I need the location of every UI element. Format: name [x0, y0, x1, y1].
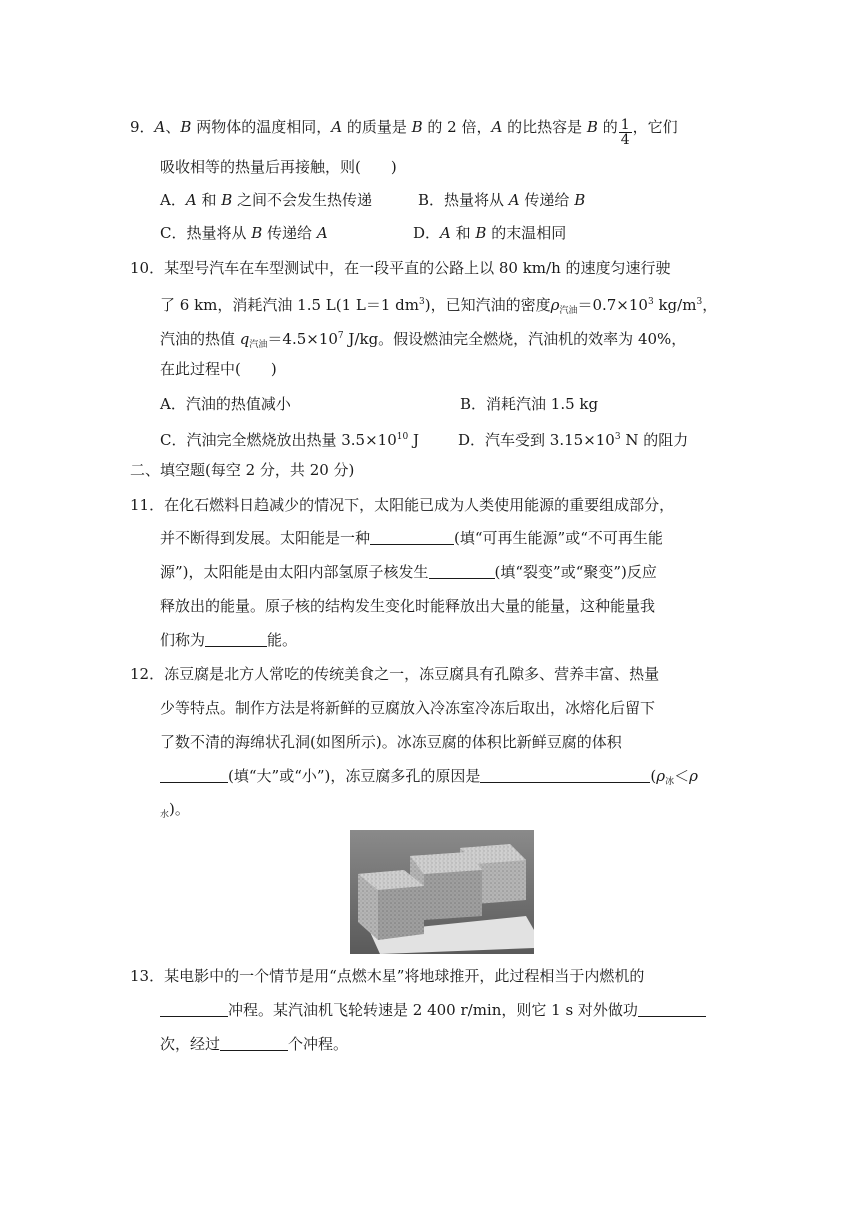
- q11-line3: 源”)，太阳能是由太阳内部氢原子核发生 (填“裂变”或“聚变”)反应: [160, 563, 657, 581]
- q9-number: 9．: [130, 118, 155, 136]
- q9-option-d: D．A 和 B 的末温相同: [413, 224, 567, 242]
- q11-line5: 们称为 能。: [160, 631, 298, 649]
- q10-line3: 汽油的热值 $q_{汽油}=4.5\times 10^7$ J/kg。假设燃油完全燃烧，汽油机的效率为 40%，: [160, 330, 687, 350]
- q13-number: 13．: [130, 967, 165, 985]
- q13-line2: 冲程。某汽油机飞轮转速是 2 400 r/min，则它 1 s 对外做功: [160, 999, 706, 1021]
- q12-line2: 少等特点。制作方法是将新鲜的豆腐放入冷冻室冷冻后取出，冰熔化后留下: [160, 699, 656, 717]
- answer-blank[interactable]: [160, 766, 228, 783]
- fraction-one-quarter: $\frac{1}{4}$: [620, 117, 630, 148]
- q9-line1: 9．A、B 两物体的温度相同，A 的质量是 B 的 2 倍，A 的比热容是 B 的 $\frac{1}{4}$ ，它们: [130, 117, 678, 148]
- q11-line4: 释放出的能量。原子核的结构发生变化时能释放出大量的能量，这种能量我: [160, 597, 656, 615]
- answer-blank[interactable]: [638, 1000, 706, 1017]
- answer-blank[interactable]: [370, 528, 454, 545]
- section-heading: 二、填空题(每空 2 分，共 20 分): [130, 461, 355, 479]
- q10-line4: 在此过程中( ): [160, 360, 277, 378]
- answer-blank[interactable]: [429, 562, 495, 579]
- answer-blank[interactable]: [480, 766, 650, 783]
- q10-option-a: A．汽油的热值减小: [160, 395, 291, 413]
- q10-option-d: D．汽车受到 $3.15\times 10^3$ N 的阻力: [458, 431, 689, 449]
- q10-option-b: B．消耗汽油 1.5 kg: [460, 395, 599, 413]
- q9-option-a: A．A 和 B 之间不会发生热传递: [160, 191, 373, 209]
- q10-number: 10．: [130, 259, 165, 277]
- answer-blank[interactable]: [220, 1034, 288, 1051]
- q11-line1: 11．在化石燃料日趋减少的情况下，太阳能已成为人类使用能源的重要组成部分，: [130, 496, 675, 514]
- q12-line1: 12．冻豆腐是北方人常吃的传统美食之一，冻豆腐具有孔隙多、营养丰富、热量: [130, 665, 660, 683]
- q12-line4: (填“大”或“小”)，冻豆腐多孔的原因是 ($\rho_冰<\rho$: [160, 765, 698, 793]
- q12-line3: 了数不清的海绵状孔洞(如图所示)。冰冻豆腐的体积比新鲜豆腐的体积: [160, 733, 622, 751]
- q10-line1: 10．某型号汽车在车型测试中，在一段平直的公路上以 80 km/h 的速度匀速行驶: [130, 259, 671, 277]
- answer-blank[interactable]: [205, 630, 267, 647]
- q12-line5: $_水$)。: [160, 800, 190, 820]
- q9-option-c: C．热量将从 B 传递给 A: [160, 224, 328, 242]
- q13-line1: 13．某电影中的一个情节是用“点燃木星”将地球推开，此过程相当于内燃机的: [130, 967, 645, 985]
- q11-line2: 并不断得到发展。太阳能是一种 (填“可再生能源”或“不可再生能: [160, 529, 663, 547]
- q11-number: 11．: [130, 496, 165, 514]
- q12-number: 12．: [130, 665, 165, 683]
- q9-line2: 吸收相等的热量后再接触，则( ): [160, 158, 397, 176]
- frozen-tofu-photo: [350, 830, 534, 954]
- answer-blank[interactable]: [160, 1000, 228, 1017]
- q9-option-b: B．热量将从 A 传递给 B: [418, 191, 586, 209]
- q10-line2: 了 6 km，消耗汽油 1.5 L(1 L＝1 $dm^3$)，已知汽油的密度$\rho_{汽油}=0.7\times 10^3$ $kg/m^3$，: [160, 296, 718, 316]
- q10-option-c: C．汽油完全燃烧放出热量 $3.5\times 10^{10}$ J: [160, 431, 419, 449]
- q13-line3: 次，经过 个冲程。: [160, 1035, 349, 1053]
